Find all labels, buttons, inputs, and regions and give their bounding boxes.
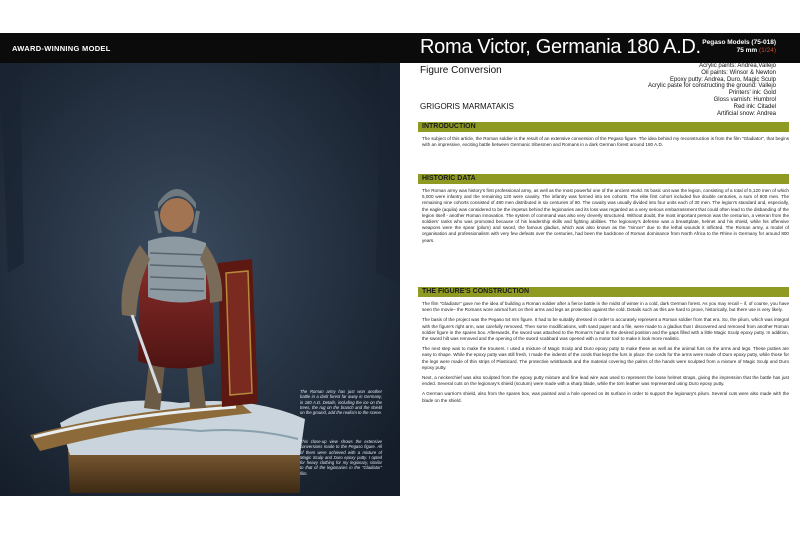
paragraph: The film "Gladiator" gave me the idea of building a Roman soldier after a fierce battle in the midst of winter in a cold, dark German forest. As you may recall – if, of course, you have seen the movie– the Romans wore animal furs on their arms and legs as protection against the cold. Details such as this are hard to prove, historically, but there use is very likely. bbox=[422, 301, 789, 313]
section-heading: HISTORIC DATA bbox=[418, 174, 789, 184]
materials-item: Gloss varnish: Humbrol bbox=[713, 96, 776, 103]
materials-item: Artificial snow: Andrea bbox=[716, 110, 776, 117]
section-heading: THE FIGURE'S CONSTRUCTION bbox=[418, 287, 789, 297]
paragraph: Next, a neckerchief was also sculpted from the epoxy putty mixture and fine lead wire was used to represent the loose helmet straps, giving the impression that the battle has just ended. Several cuts on the legionary's shield (scutum) were made with a sharp blade, while the torn leather was represented using Duro epoxy putty. bbox=[422, 375, 789, 387]
materials-item: Oil paints: Winsor & Newton bbox=[701, 69, 776, 76]
miniature-photo bbox=[0, 63, 400, 496]
publisher-info bbox=[702, 39, 776, 55]
right-page bbox=[400, 33, 800, 496]
section-figure-construction bbox=[418, 287, 789, 404]
article-subtitle: Figure Conversion bbox=[420, 65, 502, 76]
paragraph: The next step was to make the trousers. I used a mixture of Magic Sculp and Duro epoxy putty to make these as well as the animal furs on the arms and legs. These putties are easy to shape. While the epoxy putty was still fresh, I made the indents of the cords that kept the furs in place: the cords for the arms were made of Duro epoxy putty, while those for the legs were made of thin strips of Plasticard. The protective wristbands and the material covering the palms of the hands were sculpted from a mixture of Magic Sculp and Duro epoxy putty. bbox=[422, 346, 789, 370]
paragraph: The subject of this article, the Roman soldier is the result of an extensive conversion of the Pegaso figure. The idea behind my reconstruction is from the film "Gladiator", that begins with an impressive, exciting battle between Germanic tribesmen and Romans in a dark German forest around 180 A.D. bbox=[422, 136, 789, 148]
photo-caption-2: This close-up view shows the extensive conversions made to the Pegaso figure. All of them were achieved with a mixture of Magic Sculp and Duro epoxy putty. I opted for heavy clothing for my legionary, similar to that of the legionaries in the "Gladiator" film. bbox=[300, 439, 382, 476]
materials-item: Epoxy putty: Andrea, Duro, Magic Sculp bbox=[669, 76, 776, 83]
left-page bbox=[0, 33, 400, 496]
author-name: GRIGORIS MARMATAKIS bbox=[420, 102, 514, 111]
left-header-bar bbox=[0, 33, 400, 63]
scale-ratio: (1/24) bbox=[759, 47, 776, 54]
paragraph: The basis of the project was the Pegaso 54 mm figure. It had to be suitably dressed in order to accurately represent a Roman soldier from that era. So, the pilum, which was integral with the figure's right arm, was carefully removed. Then some modifications, with sand paper and a file, were made to a gladius that I discovered and removed from another Roman soldier figure in the spares box. Afterwards, the sword was attached to the Roman's hand in the desired position and the gaps filled with a little Magic Sculp epoxy putty. In addition, the sword hilt was removed and the opening of the sword scabbard was opened with a motor tool to make it look more realistic. bbox=[422, 317, 789, 342]
paragraph: A German warrior's shield, also from the spares box, was painted and a hole opened on its surface in order to support the legionary's pilum. Several cuts were also made with the blade on the shield. bbox=[422, 391, 789, 403]
section-historic-data bbox=[418, 174, 789, 244]
scale-prefix: 75 mm bbox=[736, 47, 760, 54]
scale-line bbox=[702, 47, 776, 55]
photo-caption-1: The Roman army has just won another battle in a dark forest far away in Germany, in 180 A.D. Details, including the ice on the trees, the rug on the branch and the shield on the ground, add the realism to the scene. bbox=[300, 389, 382, 416]
right-header-bar bbox=[400, 33, 800, 63]
magazine-spread bbox=[0, 33, 800, 496]
materials-item: Red ink: Citadel bbox=[733, 103, 776, 110]
award-label: AWARD-WINNING MODEL bbox=[12, 44, 111, 53]
materials-item: Acrylic paste for constructing the ground: Vallejo bbox=[648, 83, 776, 90]
materials-list bbox=[648, 63, 776, 117]
publisher-name: Pegaso Models (75-018) bbox=[702, 39, 776, 46]
section-introduction bbox=[418, 122, 789, 148]
section-heading: INTRODUCTION bbox=[418, 122, 789, 132]
article-title: Roma Victor, Germania 180 A.D. bbox=[420, 36, 701, 58]
materials-item: Printers' ink: Gold bbox=[728, 90, 776, 97]
paragraph: The Roman army was history's first professional army, as well as the most powerful one of the ancient world. Its basic unit was the legion, consisting of a total of 5,120 men of which 5,000 were infantry and the remaining 120 were cavalry. The infantry was formed into ten cohorts. The elite first cohort included five double centuries, a sum of 800 men. The remaining nine cohorts consisted of 480 men distributed in six centuries of 80. The cavalry was usually divided into four units each of 30 men. The legion's standard and, especially, the eagle (aquila) was considered to be the impetus behind the legionaries and its loss was regarded as a very serious embarrassment that could often lead to the disbanding of the legion itself - another Roman innovation. The system of command was also very cleverly structured. Without doubt, the most important person was the centurion, a veteran from the soldiers' ranks who was promoted because of his leadership skills and fighting abilities. The legionary's defense was a breastplate, helmet and his shield, while his offensive weapons were the spear (pilum) and sword, the famous gladius, which was also known as the "mincer" due to the lethal wounds it inflicted. The Roman army, a model of organisation and professionalism with very few defeats over the centuries, had been the backbone of Roman dominance from North Africa to the Rhine in Germany for around 800 years. bbox=[422, 188, 789, 243]
materials-item: Acrylic paints: Andrea,Vallejo bbox=[699, 63, 776, 69]
